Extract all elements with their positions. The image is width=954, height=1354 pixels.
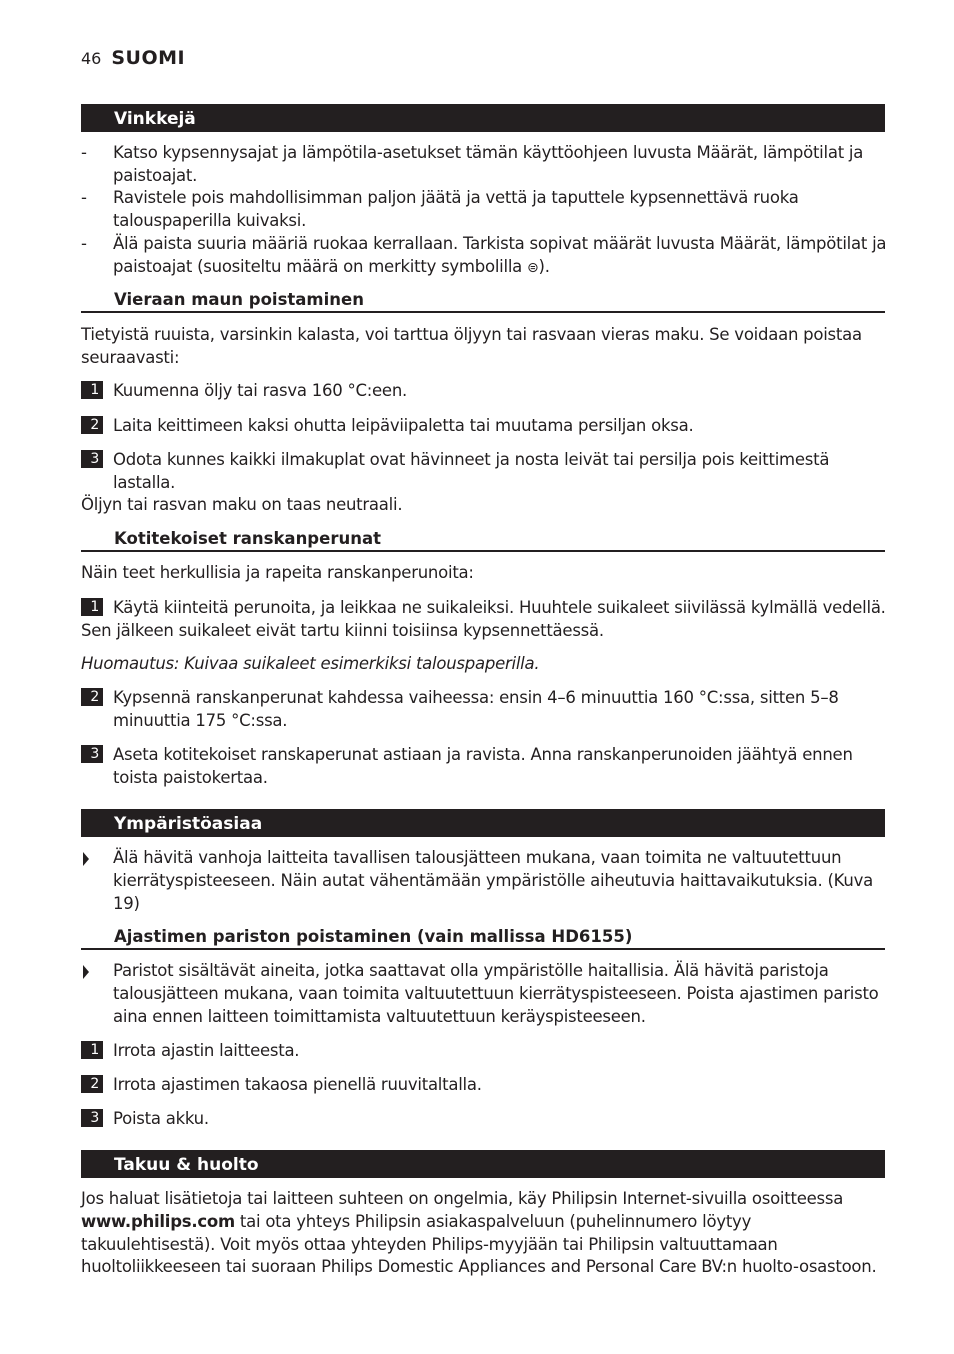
paragraph-outro: Öljyn tai rasvan maku on taas neutraali. bbox=[81, 495, 403, 514]
philips-website-link[interactable]: www.philips.com bbox=[81, 1211, 235, 1231]
step-number-badge: 3 bbox=[81, 450, 103, 468]
bullet-arrow-icon bbox=[83, 965, 89, 979]
bullet-item: Älä hävitä vanhoja laitteita tavallisen talousjätteen mukana, vaan toimita ne valtuutettuun kierrätyspisteeseen. Näin autat vähentämään ympäristölle aiheutuvia haittavaikutuksia. (Kuva 19) bbox=[81, 847, 887, 915]
paragraph-intro: Tietyistä ruuista, varsinkin kalasta, voi tarttua öljyyn tai rasvaan vieras maku. Se voidaan poistaa seuraavasti: bbox=[81, 325, 862, 367]
numbered-step: 1 Irrota ajastin laitteesta. bbox=[81, 1040, 887, 1063]
section-band-tips: Vinkkejä bbox=[81, 104, 885, 132]
step-number-badge: 2 bbox=[81, 416, 103, 434]
page-number: 46 bbox=[81, 49, 102, 68]
numbered-step: 3 Odota kunnes kaikki ilmakuplat ovat hävinneet ja nosta leivät tai persilja pois keittimestä lastalla. bbox=[81, 449, 887, 495]
numbered-step: 3 Poista akku. bbox=[81, 1108, 887, 1131]
section-band-environment: Ympäristöasiaa bbox=[81, 809, 885, 837]
numbered-step: 3 Aseta kotitekoiset ranskaperunat astiaan ja ravista. Anna ranskanperunoiden jäähtyä ennen toista paistokertaa. bbox=[81, 744, 887, 790]
numbered-step: 2 Irrota ajastimen takaosa pienellä ruuvitaltalla. bbox=[81, 1074, 887, 1097]
section-band-warranty: Takuu & huolto bbox=[81, 1150, 885, 1178]
subheading-fries: Kotitekoiset ranskanperunat bbox=[81, 529, 885, 552]
numbered-step: 1 Käytä kiinteitä perunoita, ja leikkaa ne suikaleiksi. Huuhtele suikaleet siivilässä kylmällä vedellä. Sen jälkeen suikaleet eivät tartu kiinni toisiinsa kypsennettäessä. bbox=[81, 598, 886, 640]
list-item: - Älä paista suuria määriä ruokaa kerrallaan. Tarkista sopivat määrät luvusta Määrät, lämpötilat ja paistoajat (suositeltu määrä on merkitty symbolilla ⊜). bbox=[81, 234, 887, 276]
language-title: SUOMI bbox=[111, 47, 186, 69]
paragraph-intro: Näin teet herkullisia ja rapeita ranskanperunoita: bbox=[81, 563, 474, 582]
subheading-battery: Ajastimen pariston poistaminen (vain mallissa HD6155) bbox=[81, 927, 885, 950]
numbered-step: 1 Kuumenna öljy tai rasva 160 °C:een. bbox=[81, 380, 887, 403]
step-number-badge: 2 bbox=[81, 688, 103, 706]
bullet-item: Paristot sisältävät aineita, jotka saattavat olla ympäristölle haitallisia. Älä hävitä paristoja talousjätteen mukana, vaan toimita valtuutettuun kierrätyspisteeseen. Poista ajastimen paristo aina ennen laitteen toimittamista valtuutettuun keräyspisteeseen. bbox=[81, 960, 887, 1028]
list-item: - Katso kypsennysajat ja lämpötila-asetukset tämän käyttöohjeen luvusta Määrät, lämpötilat ja paistoajat. bbox=[81, 143, 864, 185]
step-number-badge: 3 bbox=[81, 745, 103, 763]
note: Huomautus: Kuivaa suikaleet esimerkiksi talouspaperilla. bbox=[81, 654, 540, 673]
dash-marker: - bbox=[81, 143, 87, 162]
step-number-badge: 1 bbox=[81, 381, 103, 399]
step-number-badge: 3 bbox=[81, 1109, 103, 1127]
numbered-step: 2 Kypsennä ranskanperunat kahdessa vaiheessa: ensin 4–6 minuuttia 160 °C:ssa, sitten 5–8 minuuttia 175 °C:ssa. bbox=[81, 687, 887, 733]
step-number-badge: 1 bbox=[81, 1041, 103, 1059]
page-header bbox=[81, 47, 185, 69]
numbered-step: 2 Laita keittimeen kaksi ohutta leipäviipaletta tai muutama persiljan oksa. bbox=[81, 415, 887, 438]
bullet-arrow-icon bbox=[83, 852, 89, 866]
paragraph-warranty: Jos haluat lisätietoja tai laitteen suhteen on ongelmia, käy Philipsin Internet-sivuilla osoitteessa www.philips.com tai ota yhteys Philipsin asiakaspalveluun (puhelinnumero löytyy takuulehtisestä). Voit myös ottaa yhteyden Philips-myyjään tai Philipsin valtuuttamaan huoltoliikkeeseen tai suoraan Philips Domestic Appliances and Personal Care BV:n huolto-osastoon. bbox=[81, 1189, 877, 1277]
list-item: - Ravistele pois mahdollisimman paljon jäätä ja vettä ja taputtele kypsennettävä ruoka talouspaperilla kuivaksi. bbox=[81, 188, 799, 230]
dash-marker: - bbox=[81, 234, 87, 253]
quantity-symbol-icon: ⊜ bbox=[527, 259, 539, 276]
step-number-badge: 2 bbox=[81, 1075, 103, 1093]
dash-marker: - bbox=[81, 188, 87, 207]
subheading-taste: Vieraan maun poistaminen bbox=[81, 290, 885, 313]
step-number-badge: 1 bbox=[81, 598, 103, 616]
